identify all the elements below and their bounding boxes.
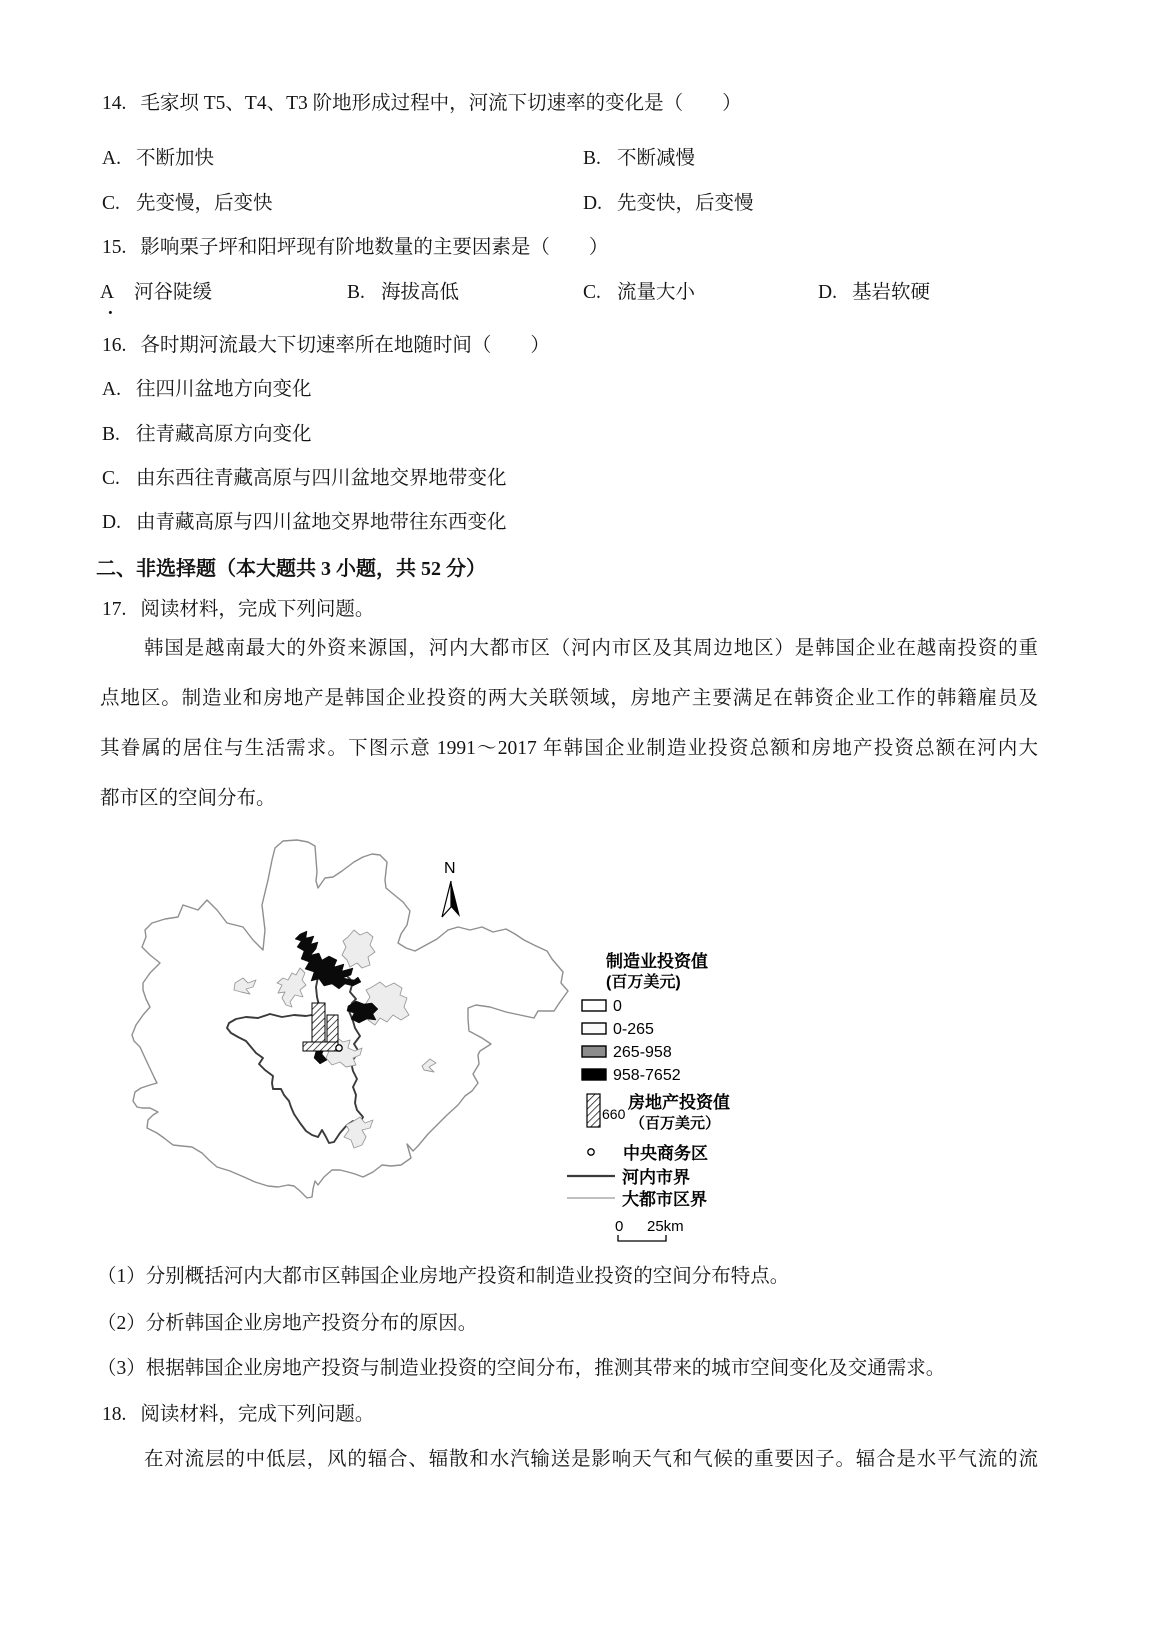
q14-option-a-text: 不断加快 [136, 148, 215, 169]
q14-option-b-label: B. [583, 148, 601, 169]
q15-option-d-text: 基岩软硬 [852, 282, 931, 303]
question-16-text: 各时期河流最大下切速率所在地随时间（ ） [140, 335, 550, 356]
q14-option-c [102, 192, 273, 215]
legend-cbd-symbol [588, 1149, 594, 1155]
q14-option-a-label: A. [102, 148, 121, 169]
legend-real-estate-value: 660 [602, 1106, 626, 1122]
legend-hanoi-boundary-label: 河内市界 [622, 1168, 690, 1187]
real-estate-bar-tall [312, 1003, 325, 1043]
q17-paragraph-line-4: 都市区的空间分布。 [100, 788, 276, 809]
legend-label-class-3: 958-7652 [613, 1067, 681, 1084]
q16-option-b-label: B. [102, 424, 120, 445]
q16-option-c-label: C. [102, 468, 120, 489]
stray-period: . [108, 298, 113, 319]
legend-mfg-title: 制造业投资值 [606, 952, 708, 971]
q17-subquestion-3: （3）根据韩国企业房地产投资与制造业投资的空间分布，推测其带来的城市空间变化及交通需求。 [97, 1358, 946, 1379]
q14-option-a [102, 147, 214, 170]
q14-option-c-label: C. [102, 193, 120, 214]
question-14 [102, 92, 742, 115]
question-17 [102, 598, 374, 621]
q15-option-a [100, 281, 212, 304]
q16-option-d-text: 由青藏高原与四川盆地交界地带往东西变化 [136, 512, 507, 533]
legend-real-estate-title: 房地产投资值 [628, 1093, 730, 1112]
legend-real-estate-swatch [587, 1094, 600, 1127]
q15-option-c [583, 281, 695, 304]
legend-swatch-class-3 [582, 1069, 606, 1080]
q16-option-d-label: D. [102, 512, 121, 533]
hanoi-investment-map [110, 815, 760, 1250]
question-14-text: 毛家坝 T5、T4、T3 阶地形成过程中，河流下切速率的变化是（ ） [140, 93, 742, 114]
q14-option-d-label: D. [583, 193, 602, 214]
question-18-intro: 阅读材料，完成下列问题。 [140, 1404, 375, 1425]
scale-bar-distance: 25km [647, 1218, 684, 1235]
cbd-marker [336, 1045, 342, 1051]
legend-metro-boundary-label: 大都市区界 [622, 1190, 707, 1209]
question-16-number: 16. [102, 335, 127, 356]
q15-option-b [347, 281, 459, 304]
q16-option-b [102, 423, 312, 446]
q17-paragraph-line-3: 其眷属的居住与生活需求。下图示意 1991～2017 年韩国企业制造业投资总额和房地产投资总额在河内大 [100, 738, 1038, 759]
q15-option-d-label: D. [818, 282, 837, 303]
real-estate-bars [303, 1003, 338, 1051]
q14-option-b [583, 147, 695, 170]
q16-option-a [102, 378, 312, 401]
q16-option-c-text: 由东西往青藏高原与四川盆地交界地带变化 [136, 468, 507, 489]
section-two-header: 二、非选择题（本大题共 3 小题，共 52 分） [96, 558, 486, 580]
q14-option-c-text: 先变慢，后变快 [136, 193, 273, 214]
question-17-intro: 阅读材料，完成下列问题。 [140, 599, 375, 620]
real-estate-bar-horizontal [303, 1042, 338, 1051]
question-17-number: 17. [102, 599, 127, 620]
q17-subquestion-1: （1）分别概括河内大都市区韩国企业房地产投资和制造业投资的空间分布特点。 [97, 1266, 790, 1287]
legend-swatch-class-0 [582, 1000, 606, 1011]
q14-option-d-text: 先变快，后变慢 [617, 193, 754, 214]
question-18 [102, 1403, 374, 1426]
q17-paragraph-line-2: 点地区。制造业和房地产是韩国企业投资的两大关联领域，房地产主要满足在韩资企业工作的韩籍雇员及 [100, 688, 1038, 709]
q15-option-a-label: A [100, 282, 115, 303]
legend-mfg-unit: (百万美元) [606, 974, 681, 991]
question-16 [102, 334, 550, 357]
legend-label-class-2: 265-958 [613, 1044, 672, 1061]
q14-option-d [583, 192, 754, 215]
q16-option-b-text: 往青藏高原方向变化 [136, 424, 312, 445]
question-15 [102, 236, 608, 259]
q15-option-a-text: 河谷陡缓 [134, 282, 213, 303]
legend-label-class-1: 0-265 [613, 1021, 654, 1038]
legend-label-class-0: 0 [613, 998, 622, 1015]
q16-option-a-text: 往四川盆地方向变化 [136, 379, 312, 400]
map-legend [567, 951, 730, 1241]
q15-option-b-text: 海拔高低 [381, 282, 460, 303]
q16-option-a-label: A. [102, 379, 121, 400]
scale-bar-bracket [618, 1235, 666, 1241]
q18-paragraph-line-1: 在对流层的中低层，风的辐合、辐散和水汽输送是影响天气和气候的重要因子。辐合是水平气流的流 [144, 1449, 1038, 1470]
q17-subquestion-2: （2）分析韩国企业房地产投资分布的原因。 [97, 1313, 478, 1334]
q14-option-b-text: 不断减慢 [617, 148, 696, 169]
q17-paragraph-line-1: 韩国是越南最大的外资来源国，河内大都市区（河内市区及其周边地区）是韩国企业在越南投资的重 [144, 638, 1038, 659]
legend-swatch-class-1 [582, 1023, 606, 1034]
legend-cbd-label: 中央商务区 [623, 1144, 708, 1163]
north-arrow-left-half [442, 881, 451, 917]
question-14-number: 14. [102, 93, 127, 114]
legend-swatch-class-2 [582, 1046, 606, 1057]
scale-bar-zero: 0 [615, 1218, 624, 1235]
question-18-number: 18. [102, 1404, 127, 1425]
q15-option-c-label: C. [583, 282, 601, 303]
metro-boundary-outline [132, 840, 568, 1198]
legend-real-estate-unit: （百万美元） [630, 1115, 721, 1132]
q16-option-c [102, 467, 507, 490]
q15-option-b-label: B. [347, 282, 365, 303]
q16-option-d [102, 511, 507, 534]
real-estate-bar-short [327, 1015, 338, 1043]
north-arrow-right-half [451, 881, 460, 917]
q15-option-d [818, 281, 930, 304]
question-15-text: 影响栗子坪和阳坪现有阶地数量的主要因素是（ ） [140, 237, 609, 258]
question-15-number: 15. [102, 237, 127, 258]
north-arrow-label: N [444, 860, 456, 877]
q15-option-c-text: 流量大小 [617, 282, 696, 303]
north-arrow [442, 860, 460, 917]
